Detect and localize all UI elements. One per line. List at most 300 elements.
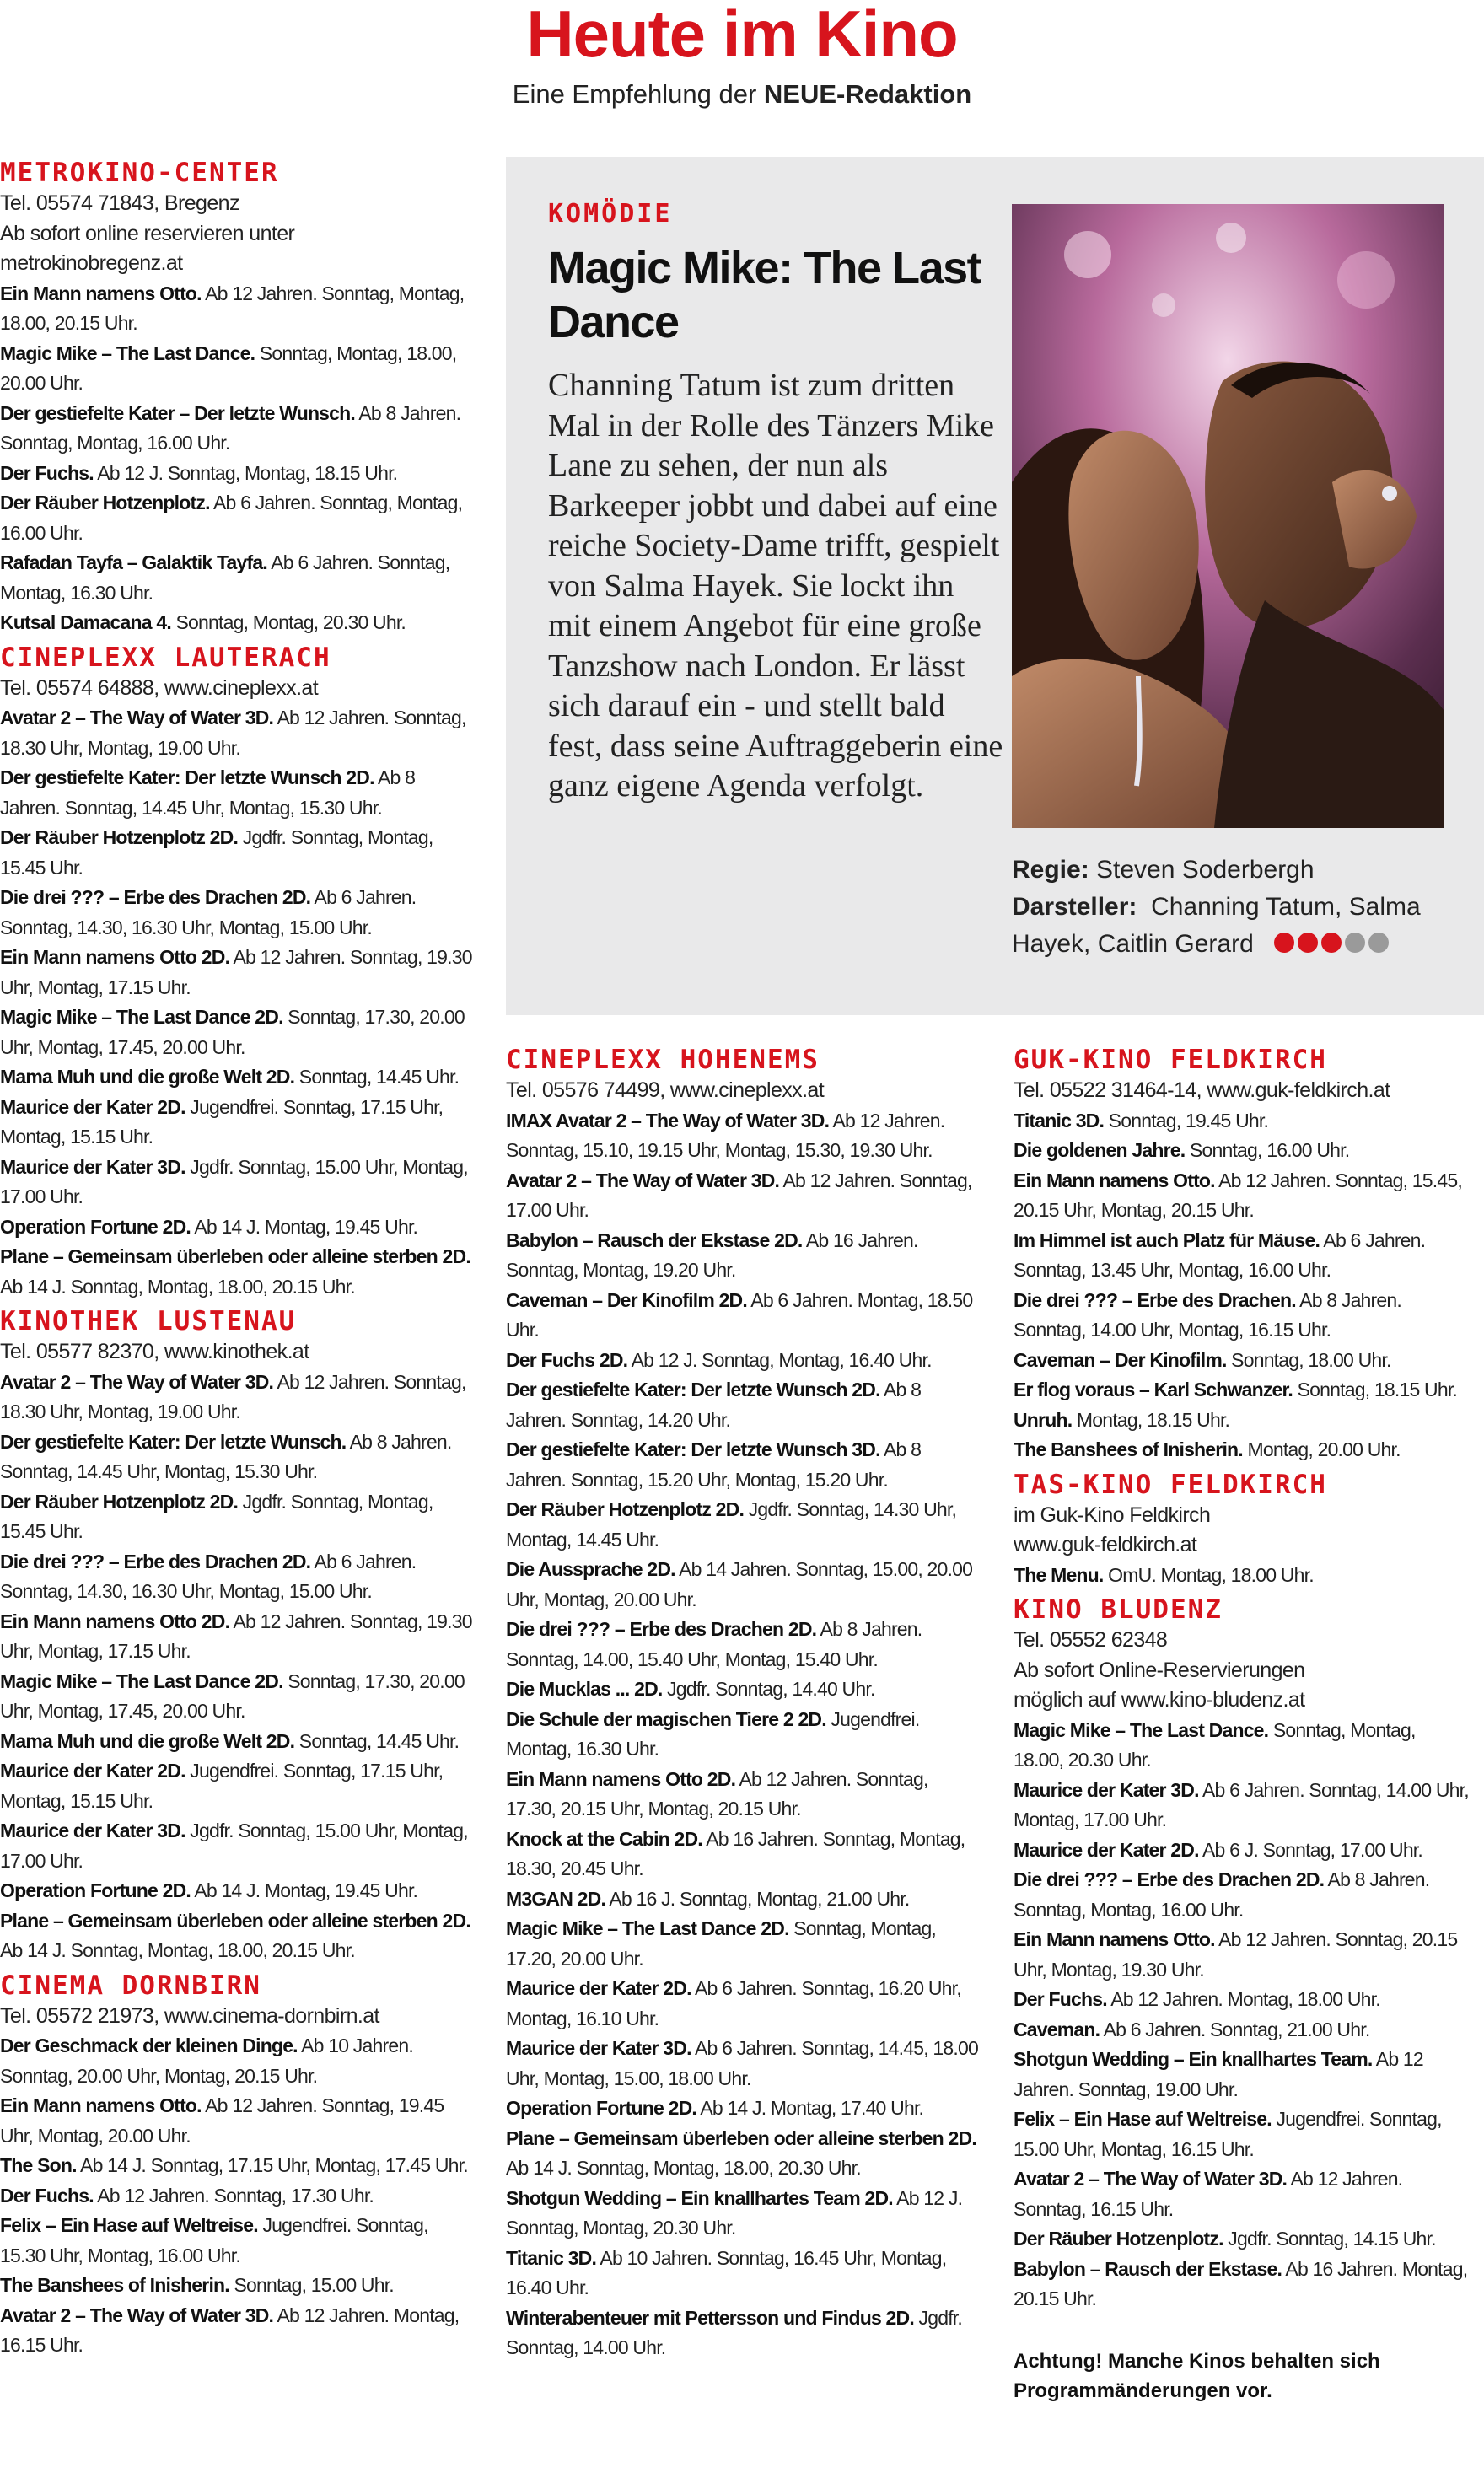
listing [506,2244,978,2304]
showtimes: Ab 14 J. Sonntag, Montag, 18.00, 20.15 Uhr. [0,1939,355,1961]
showtimes: Ab 6 Jahren. Sonntag, Montag, 16.00 Uhr. [0,492,463,544]
movie-title: Shotgun Wedding – Ein knallhartes Team 2D. [506,2186,893,2209]
showtimes: Ab 16 Jahren. Sonntag, Montag, 19.20 Uhr. [506,1228,918,1281]
listings [1014,1561,1469,1591]
listing [0,339,472,399]
movie-title: Felix – Ein Hase auf Weltreise. [1014,2108,1272,2130]
showtimes: OmU. Montag, 18.00 Uhr. [1103,1563,1314,1586]
movie-title: Der Geschmack der kleinen Dinge. [0,2035,298,2056]
listing [0,883,472,943]
movie-title: Kutsal Damacana 4. [0,611,171,633]
director-label: Regie: [1012,856,1089,884]
listings [1014,1716,1469,2314]
listing [0,1368,472,1427]
movie-title: Der gestiefelte Kater – Der letzte Wunsch. [0,401,356,424]
showtimes: Ab 14 Jahren. Sonntag, 15.00, 20.00 Uhr, Montag, 20.00 Uhr. [506,1558,973,1610]
movie-title: Der Fuchs. [0,461,94,484]
listing [0,459,472,489]
listing [1014,2224,1469,2255]
movie-title: Plane – Gemeinsam überleben oder alleine sterben 2D. [506,2126,976,2149]
listing [506,1825,978,1884]
rating-dot-empty [1345,933,1365,953]
subtitle-brand: NEUE-Redaktion [763,79,972,109]
showtimes: Jgdfr. Sonntag, 14.30 Uhr, Montag, 14.45 Uhr. [506,1498,957,1551]
listing [506,1974,978,2034]
movie-title: Die drei ??? – Erbe des Drachen. [1014,1288,1296,1311]
movie-title: Titanic 3D. [1014,1109,1105,1132]
listing [1014,2105,1469,2164]
listing [506,1375,978,1435]
movie-title: Winterabenteuer mit Pettersson und Findus 2D. [506,2306,914,2329]
movie-title: Maurice der Kater 2D. [506,1977,691,1999]
showtimes: Sonntag, 14.45 Uhr. [294,1066,460,1088]
showtimes: Ab 6 Jahren. Sonntag, 13.45 Uhr, Montag, 16.00 Uhr. [1014,1228,1426,1281]
listing [1014,1226,1469,1286]
movie-title: M3GAN 2D. [506,1887,606,1910]
showtimes: Jugendfrei. Sonntag, 17.15 Uhr, Montag, 15.15 Uhr. [0,1095,444,1148]
listing [1014,1836,1469,1866]
movie-title: Er flog voraus – Karl Schwanzer. [1014,1379,1293,1400]
listing [506,1435,978,1495]
movie-title: Ein Mann namens Otto. [0,282,202,304]
listing [0,1547,472,1607]
cinema-info: Tel. 05577 82370, www.kinothek.at [0,1340,309,1363]
showtimes: Ab 10 Jahren. Sonntag, 16.45 Uhr, Montag, 16.40 Uhr. [506,2246,947,2298]
movie-title: Der Räuber Hotzenplotz. [0,492,210,513]
showtimes: Jugendfrei. Sonntag, 15.30 Uhr, Montag, 16.00 Uhr. [0,2214,428,2266]
movie-title: Der gestiefelte Kater: Der letzte Wunsch 2D. [506,1379,880,1400]
subtitle-prefix: Eine Empfehlung der [512,79,764,109]
showtimes: Jgdfr. Sonntag, 14.15 Uhr. [1223,2228,1436,2250]
movie-title: Maurice der Kater 2D. [1014,1838,1199,1861]
movie-title: Magic Mike – The Last Dance. [0,341,255,364]
showtimes: Montag, 18.15 Uhr. [1072,1408,1230,1431]
showtimes: Jugendfrei. Montag, 16.30 Uhr. [506,1707,920,1760]
showtimes: Ab 12 Jahren. Sonntag, 19.30 Uhr, Montag, 17.15 Uhr. [0,946,472,998]
movie-title: Knock at the Cabin 2D. [506,1827,702,1850]
movie-title: Shotgun Wedding – Ein knallhartes Team. [1014,2048,1373,2070]
cinema-info: im Guk-Kino Feldkirch [1014,1503,1211,1527]
showtimes: Sonntag, Montag, 18.00, 20.30 Uhr. [1014,1718,1416,1771]
listing [1014,1716,1469,1776]
showtimes: Ab 8 Jahren. Sonntag, Montag, 16.00 Uhr. [1014,1868,1430,1921]
showtimes: Ab 12 Jahren. Montag, 18.00 Uhr. [1106,1988,1380,2010]
feature-photo [1012,204,1444,828]
movie-still-image [1012,204,1444,828]
movie-title: Maurice der Kater 3D. [506,2037,691,2059]
movie-title: Babylon – Rausch der Ekstase. [1014,2257,1282,2280]
movie-title: Avatar 2 – The Way of Water 3D. [506,1169,780,1191]
showtimes: Jgdfr. Sonntag, Montag, 15.45 Uhr. [0,826,433,879]
movie-title: Caveman – Der Kinofilm 2D. [506,1288,747,1311]
cinema-info: Tel. 05574 64888, www.cineplexx.at [0,675,319,700]
movie-title: Felix – Ein Hase auf Weltreise. [0,2214,258,2236]
listing [506,1346,978,1376]
listing [0,1093,472,1153]
feature-box [506,157,1484,1015]
rating-dot-filled [1298,933,1318,953]
feature-title: Magic Mike: The Last Dance [548,243,981,347]
movie-title: Ein Mann namens Otto. [0,2094,202,2116]
cinema-info: möglich auf www.kino-bludenz.at [1014,1688,1305,1712]
showtimes: Ab 14 J. Montag, 17.40 Uhr. [696,2097,924,2119]
movie-title: Caveman – Der Kinofilm. [1014,1348,1227,1371]
cinema-info: Tel. 05552 62348 [1014,1628,1168,1652]
showtimes: Ab 6 Jahren. Sonntag, 14.30, 16.30 Uhr, Montag, 15.00 Uhr. [0,886,417,938]
listing [0,1607,472,1667]
showtimes: Ab 6 Jahren. Sonntag, 14.30, 16.30 Uhr, Montag, 15.00 Uhr. [0,1550,417,1602]
movie-title: Avatar 2 – The Way of Water 3D. [0,707,274,728]
listing [506,2184,978,2244]
listings [0,279,472,638]
showtimes: Ab 12 Jahren. Sonntag, 18.30 Uhr, Montag, 19.00 Uhr. [0,1370,466,1422]
notice-text: Achtung! Manche Kinos behalten sich Programmänderungen vor. [1014,2349,1380,2402]
listing [506,1166,978,1226]
movie-title: Operation Fortune 2D. [506,2097,696,2119]
movie-title: Maurice der Kater 2D. [0,1095,186,1118]
showtimes: Ab 6 Jahren. Sonntag, 14.00 Uhr, Montag, 17.00 Uhr. [1014,1778,1469,1830]
listing [0,1756,472,1816]
listing [506,1106,978,1166]
listing [0,2181,472,2212]
showtimes: Ab 14 J. Montag, 19.45 Uhr. [191,1215,418,1238]
listings [0,1368,472,1966]
showtimes: Ab 6 Jahren. Montag, 18.50 Uhr. [506,1288,973,1341]
showtimes: Sonntag, 17.30, 20.00 Uhr, Montag, 17.45, 20.00 Uhr. [0,1006,465,1058]
listings [506,1106,978,2363]
cinema-info: Ab sofort Online-Reservierungen [1014,1658,1305,1682]
cinema-block [0,1305,472,1966]
listing [506,1675,978,1705]
showtimes: Ab 10 Jahren. Sonntag, 20.00 Uhr, Montag, 20.15 Uhr. [0,2035,413,2087]
listing [1014,2045,1469,2105]
movie-title: Die goldenen Jahre. [1014,1139,1186,1161]
listing [0,2151,472,2181]
movie-title: Avatar 2 – The Way of Water 3D. [1014,2168,1288,2190]
cinema-info: Tel. 05522 31464-14, www.guk-feldkirch.at [1014,1078,1390,1102]
showtimes: Jgdfr. Sonntag, 14.00 Uhr. [506,2306,962,2358]
showtimes: Jgdfr. Sonntag, Montag, 15.45 Uhr. [0,1490,433,1542]
listing [1014,1375,1469,1406]
showtimes: Ab 12 Jahren. Sonntag, 16.15 Uhr. [1014,2168,1403,2220]
showtimes: Ab 12 Jahren. Montag, 16.15 Uhr. [0,2304,460,2356]
showtimes: Sonntag, 19.45 Uhr. [1104,1109,1269,1132]
movie-title: Magic Mike – The Last Dance 2D. [506,1917,789,1939]
movie-title: Ein Mann namens Otto 2D. [0,1610,230,1632]
listing [0,823,472,883]
showtimes: Ab 8 Jahren. Sonntag, 14.20 Uhr. [506,1379,922,1431]
listing [0,1212,472,1243]
showtimes: Jugendfrei. Sonntag, 17.15 Uhr, Montag, 15.15 Uhr. [0,1760,444,1812]
movie-title: Der Fuchs. [1014,1988,1107,2010]
feature-genre: KOMÖDIE [548,199,673,228]
listing [506,2094,978,2124]
showtimes: Ab 12 Jahren. Sonntag, 20.15 Uhr, Montag, 19.30 Uhr. [1014,1928,1458,1981]
showtimes: Ab 12 Jahren. Sonntag, 19.45 Uhr, Montag, 20.00 Uhr. [0,2094,444,2147]
movie-title: Die drei ??? – Erbe des Drachen 2D. [1014,1868,1325,1890]
page-subtitle [0,79,1484,110]
cinema-block [1014,1594,1469,2314]
movie-title: IMAX Avatar 2 – The Way of Water 3D. [506,1109,830,1132]
movie-title: Maurice der Kater 3D. [1014,1778,1199,1801]
listing [1014,1925,1469,1985]
showtimes: Ab 14 J. Sonntag, 17.15 Uhr, Montag, 17.45 Uhr. [76,2154,468,2176]
listing [0,1667,472,1727]
movie-title: Plane – Gemeinsam überleben oder alleine sterben 2D. [0,1909,470,1932]
listing [0,608,472,638]
listing [0,548,472,608]
listing [0,1906,472,1966]
movie-title: Operation Fortune 2D. [0,1879,191,1901]
listing [0,1242,472,1302]
cinema-name: CINEPLEXX HOHENEMS [506,1045,820,1075]
listing [1014,2255,1469,2314]
showtimes: Ab 6 Jahren. Sonntag, 21.00 Uhr. [1100,2018,1370,2040]
showtimes: Sonntag, Montag, 20.30 Uhr. [170,611,406,633]
movie-title: Mama Muh und die große Welt 2D. [0,1066,295,1088]
showtimes: Ab 8 Jahren. Sonntag, 14.00 Uhr, Montag, 16.15 Uhr. [1014,1288,1401,1341]
cinema-block [0,157,472,638]
showtimes: Ab 8 Jahren. Sonntag, 14.45 Uhr, Montag, 15.30 Uhr. [0,766,416,819]
movie-title: Der Räuber Hotzenplotz 2D. [0,1490,239,1513]
movie-title: Ein Mann namens Otto. [1014,1169,1215,1191]
listing [506,2304,978,2363]
listing [1014,2015,1469,2045]
showtimes: Ab 12 J. Sonntag, Montag, 20.30 Uhr. [506,2186,963,2239]
showtimes: Sonntag, 15.00 Uhr. [229,2274,394,2296]
movie-title: The Banshees of Inisherin. [1014,1438,1243,1460]
cinema-block [506,1044,978,2363]
movie-title: Magic Mike – The Last Dance. [1014,1718,1269,1741]
movie-title: Der Räuber Hotzenplotz 2D. [0,826,239,848]
listing [0,763,472,823]
movie-title: The Son. [0,2154,77,2176]
listing [0,703,472,763]
listing [1014,1136,1469,1166]
listing [0,2271,472,2301]
showtimes: Ab 12 Jahren. Sonntag, 15.10, 19.15 Uhr, Montag, 15.30, 19.30 Uhr. [506,1109,945,1161]
showtimes: Jugendfrei. Sonntag, 15.00 Uhr, Montag, 16.15 Uhr. [1014,2108,1442,2160]
showtimes: Sonntag, 16.00 Uhr. [1185,1139,1350,1161]
cinema-info: Ab sofort online reservieren unter [0,221,295,245]
cinema-column-middle [506,1044,978,2367]
cast-names: Channing Tatum, Salma Hayek, Caitlin Gerard [1012,893,1421,958]
showtimes: Ab 8 Jahren. Sonntag, 15.20 Uhr, Montag, 15.20 Uhr. [506,1438,922,1491]
listing [0,2091,472,2151]
movie-title: Caveman. [1014,2018,1100,2040]
rating-dot-filled [1321,933,1342,953]
listing [0,279,472,339]
movie-title: Ein Mann namens Otto. [1014,1928,1215,1950]
listing [0,943,472,1003]
movie-title: Die Schule der magischen Tiere 2 2D. [506,1707,826,1730]
listing [0,1062,472,1093]
showtimes: Ab 16 J. Sonntag, Montag, 21.00 Uhr. [605,1887,910,1910]
listing [0,1003,472,1062]
movie-title: Der Fuchs 2D. [506,1348,628,1371]
movie-title: Magic Mike – The Last Dance 2D. [0,1669,283,1692]
listing [1014,1865,1469,1925]
showtimes: Sonntag, Montag, 18.00, 20.00 Uhr. [0,341,457,394]
listing [0,1427,472,1487]
listing [0,1153,472,1212]
cinema-name: GUK-KINO FELDKIRCH [1014,1045,1327,1075]
showtimes: Ab 12 Jahren. Sonntag, 15.45, 20.15 Uhr, Montag, 20.15 Uhr. [1014,1169,1462,1221]
listing [1014,1776,1469,1836]
movie-title: The Menu. [1014,1563,1104,1586]
movie-title: Maurice der Kater 3D. [0,1155,186,1178]
movie-title: Plane – Gemeinsam überleben oder alleine sterben 2D. [0,1245,470,1267]
showtimes: Ab 12 J. Sonntag, Montag, 16.40 Uhr. [627,1348,932,1371]
showtimes: Jgdfr. Sonntag, 15.00 Uhr, Montag, 17.00 Uhr. [0,1820,468,1872]
movie-title: Avatar 2 – The Way of Water 3D. [0,2304,274,2326]
showtimes: Ab 12 Jahren. Sonntag, 17.00 Uhr. [506,1169,972,1221]
showtimes: Montag, 20.00 Uhr. [1242,1438,1401,1460]
listing [506,1555,978,1615]
movie-title: Magic Mike – The Last Dance 2D. [0,1006,283,1028]
listing [1014,1406,1469,1436]
cinema-column-right [1014,1044,1469,2406]
showtimes: Ab 12 Jahren. Sonntag, 18.30 Uhr, Montag, 19.00 Uhr. [0,707,466,759]
movie-title: Titanic 3D. [506,2246,597,2269]
listings [1014,1106,1469,1465]
showtimes: Sonntag, 18.15 Uhr. [1293,1379,1458,1400]
showtimes: Ab 12 Jahren. Sonntag, Montag, 18.00, 20.15 Uhr. [0,282,465,334]
listing [0,1487,472,1547]
listing [0,1727,472,1757]
listing [0,488,472,548]
listing [0,2211,472,2271]
listing [1014,1286,1469,1346]
movie-title: Maurice der Kater 2D. [0,1760,186,1782]
rating-dot-filled [1274,933,1294,953]
movie-title: Die drei ??? – Erbe des Drachen 2D. [506,1618,817,1640]
listings [0,703,472,1302]
feature-credits [1012,852,1467,964]
listing [506,1615,978,1675]
showtimes: Ab 8 Jahren. Sonntag, 14.00, 15.40 Uhr, Montag, 15.40 Uhr. [506,1618,922,1670]
cast-line [1012,889,1467,964]
cinema-name: CINEPLEXX LAUTERACH [0,642,331,673]
listing [506,1495,978,1555]
showtimes: Ab 8 Jahren. Sonntag, 14.45 Uhr, Montag, 15.30 Uhr. [0,1430,452,1482]
page-title: Heute im Kino [526,0,958,71]
listing [1014,2164,1469,2224]
cinema-name: TAS-KINO FELDKIRCH [1014,1469,1327,1500]
movie-title: Der gestiefelte Kater: Der letzte Wunsch 3D. [506,1438,880,1460]
showtimes: Ab 6 Jahren. Sonntag, 16.20 Uhr, Montag, 16.10 Uhr. [506,1977,961,2029]
showtimes: Ab 12 J. Sonntag, Montag, 18.15 Uhr. [93,461,398,484]
movie-title: Ein Mann namens Otto 2D. [506,1767,736,1790]
showtimes: Ab 6 Jahren. Sonntag, 14.45, 18.00 Uhr, Montag, 15.00, 18.00 Uhr. [506,2037,978,2089]
showtimes: Sonntag, 14.45 Uhr. [294,1729,460,1752]
showtimes: Ab 12 Jahren. Sonntag, 17.30, 20.15 Uhr, Montag, 20.15 Uhr. [506,1767,928,1820]
movie-title: Avatar 2 – The Way of Water 3D. [0,1370,274,1393]
showtimes: Jgdfr. Sonntag, 14.40 Uhr. [662,1678,875,1700]
director-line [1012,852,1467,889]
showtimes: Ab 8 Jahren. Sonntag, Montag, 16.00 Uhr. [0,401,461,454]
movie-title: Der Räuber Hotzenplotz 2D. [506,1498,745,1520]
cinema-info: metrokinobregenz.at [0,251,183,275]
movie-title: Operation Fortune 2D. [0,1215,191,1238]
listing [506,1705,978,1765]
listing [506,1765,978,1825]
movie-title: Mama Muh und die große Welt 2D. [0,1729,295,1752]
listing [506,2034,978,2094]
movie-title: Der Räuber Hotzenplotz. [1014,2228,1223,2250]
movie-title: Maurice der Kater 3D. [0,1820,186,1841]
cinema-name: CINEMA DORNBIRN [0,1970,261,2001]
cinema-info: Tel. 05576 74499, www.cineplexx.at [506,1078,825,1102]
showtimes: Ab 14 J. Montag, 19.45 Uhr. [191,1879,418,1901]
cinema-block [0,642,472,1303]
movie-title: Rafadan Tayfa – Galaktik Tayfa. [0,551,267,573]
director-name: Steven Soderbergh [1096,856,1315,884]
listing [1014,1985,1469,2015]
cinema-name: KINOTHEK LUSTENAU [0,1306,297,1336]
page-header [0,0,1484,110]
listing [0,2031,472,2091]
cinema-block [1014,1044,1469,1465]
showtimes: Ab 6 Jahren. Sonntag, Montag, 16.30 Uhr. [0,551,450,604]
listing [506,1914,978,1974]
movie-title: Ein Mann namens Otto 2D. [0,946,230,968]
movie-title: Die Mucklas ... 2D. [506,1678,663,1700]
movie-title: Babylon – Rausch der Ekstase 2D. [506,1228,803,1251]
listing [506,1226,978,1286]
showtimes: Ab 12 Jahren. Sonntag, 17.30 Uhr. [93,2184,374,2207]
movie-title: Der gestiefelte Kater: Der letzte Wunsch. [0,1430,347,1453]
listing [0,399,472,459]
feature-text: Channing Tatum ist zum dritten Mal in der Rolle des Tänzers Mike Lane zu sehen, der nun als Barkeeper jobbt und dabei auf eine reiche Society-Dame trifft, gespielt von Salma Hayek. Sie lockt ihn mit einem Angebot für eine große Tanzshow nach London. Er lässt sich darauf ein - und stellt bald fest, dass seine Auftraggeberin eine ganz eigene Agenda verfolgt. [548,368,1003,804]
rating-dot-empty [1368,933,1389,953]
showtimes: Sonntag, 17.30, 20.00 Uhr, Montag, 17.45, 20.00 Uhr. [0,1669,465,1722]
cinema-info: www.guk-feldkirch.at [1014,1533,1197,1556]
showtimes: Sonntag, 18.00 Uhr. [1226,1348,1391,1371]
listings [0,2031,472,2361]
movie-title: Der Fuchs. [0,2184,94,2207]
cast-label: Darsteller: [1012,893,1137,921]
movie-title: Die Aussprache 2D. [506,1558,675,1580]
cinema-info: Tel. 05572 21973, www.cinema-dornbirn.at [0,2003,379,2028]
cinema-name: METROKINO-CENTER [0,158,279,188]
showtimes: Ab 14 J. Sonntag, Montag, 18.00, 20.15 Uhr. [0,1275,355,1298]
movie-title: Die drei ??? – Erbe des Drachen 2D. [0,886,311,908]
movie-title: Unruh. [1014,1408,1073,1431]
cinema-block [0,1970,472,2361]
movie-title: Der gestiefelte Kater: Der letzte Wunsch 2D. [0,766,374,788]
listing [1014,1106,1469,1137]
showtimes: Jgdfr. Sonntag, 15.00 Uhr, Montag, 17.00 Uhr. [0,1155,468,1207]
movie-title: Die drei ??? – Erbe des Drachen 2D. [0,1550,311,1572]
showtimes: Ab 12 Jahren. Sonntag, 19.30 Uhr, Montag, 17.15 Uhr. [0,1610,472,1662]
showtimes: Ab 6 J. Sonntag, 17.00 Uhr. [1198,1838,1422,1861]
cinema-column-left [0,157,472,2364]
listing [0,1816,472,1876]
cinema-info: Tel. 05574 71843, Bregenz [0,191,239,215]
cinema-name: KINO BLUDENZ [1014,1594,1223,1625]
listing [1014,1561,1469,1591]
listing [1014,1435,1469,1465]
showtimes: Ab 12 Jahren. Sonntag, 19.00 Uhr. [1014,2048,1423,2100]
movie-title: Im Himmel ist auch Platz für Mäuse. [1014,1228,1320,1251]
movie-title: The Banshees of Inisherin. [0,2274,229,2296]
listing [0,1876,472,1906]
listing [0,2301,472,2361]
rating-dots [1274,927,1392,964]
showtimes: Ab 16 Jahren. Montag, 20.15 Uhr. [1014,2257,1468,2309]
showtimes: Ab 16 Jahren. Sonntag, Montag, 18.30, 20.45 Uhr. [506,1827,965,1879]
